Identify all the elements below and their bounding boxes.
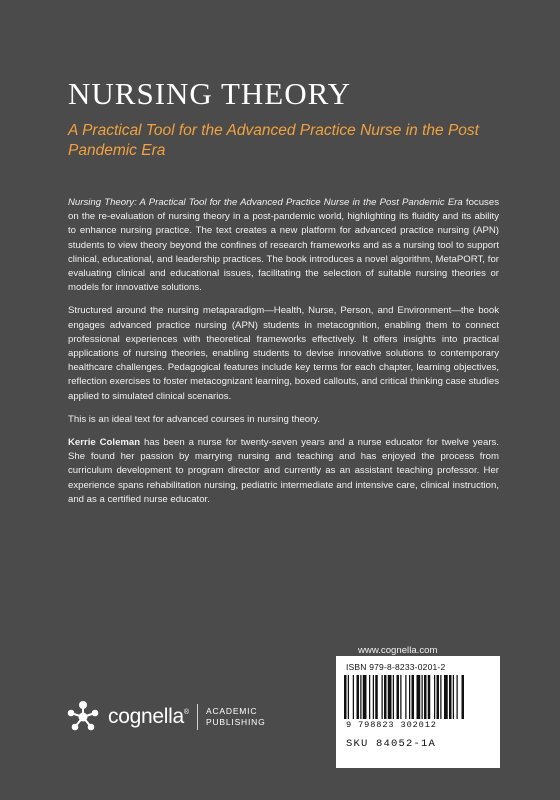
- logo-line-1: ACADEMIC: [206, 706, 258, 716]
- description-paragraph-3: This is an ideal text for advanced courses in nursing theory.: [68, 413, 321, 425]
- author-name: Kerrie Coleman: [68, 437, 141, 449]
- logo-divider: [197, 704, 198, 730]
- isbn-text: ISBN 979-8-8233-0201-2: [346, 662, 446, 672]
- cognella-logo-icon: [66, 700, 100, 734]
- publisher-website: www.cognella.com: [358, 645, 438, 656]
- barcode-bars: [344, 675, 492, 719]
- logo-subtitle: [206, 706, 266, 728]
- description-paragraph-2: Structured around the nursing metaparadigm—Health, Nurse, Person, and Environment—the book engages advanced practice nursing (APN) students in metacognition, enabling them to connect professional experiences with theoretical frameworks effectively. It offers insights into practical applications of nursing theories, enabling students to devise innovative solutions to contemporary healthcare challenges. Pedagogical features include key terms for each chapter, learning objectives, reflection exercises to foster metacognizant learning, boxed callouts, and critical thinking case studies applied to simulated clinical scenarios.: [68, 305, 499, 402]
- back-cover-description: [68, 196, 499, 516]
- author-bio-text: has been a nurse for twenty-seven years and a nurse educator for twelve years. She found her passion by marrying nursing and teaching and has enjoyed the process from curriculum development to program director and currently as an assistant teaching professor. Her experience spans rehabilitation nursing, pediatric intermediate and intensive care, clinical instruction, and as a certified nurse educator.: [68, 437, 499, 505]
- description-paragraph-1: [68, 196, 499, 295]
- logo-wordmark: cognella: [108, 705, 184, 728]
- barcode-label: [336, 656, 500, 768]
- registered-mark: ®: [183, 708, 189, 716]
- author-bio: [68, 436, 499, 507]
- barcode-digits: 9 798823 302012: [346, 720, 437, 730]
- logo-line-2: PUBLISHING: [206, 717, 266, 727]
- description-paragraph-1-text: focuses on the re-evaluation of nursing theory in a post-pandemic world, highlighting its fluidity and its ability to enhance nursing practice. The text creates a new platform for advanced practice nursing (APN) students to view theory beyond the confines of research frameworks and as a nursing tool to support clinical, educational, and leadership practices. The book introduces a novel algorithm, MetaPORT, for evaluating clinical and educational issues, facilitating the selection of suitable nursing theories or models for innovative solutions.: [68, 197, 499, 294]
- book-subtitle: A Practical Tool for the Advanced Practice Nurse in the Post Pandemic Era: [68, 122, 479, 159]
- book-title: NURSING THEORY: [68, 76, 351, 111]
- sku-text: SKU 84052-1A: [346, 738, 437, 750]
- book-full-title-italic: Nursing Theory: A Practical Tool for the Advanced Practice Nurse in the Post Pandemic Era: [68, 197, 463, 208]
- publisher-logo: [66, 700, 266, 734]
